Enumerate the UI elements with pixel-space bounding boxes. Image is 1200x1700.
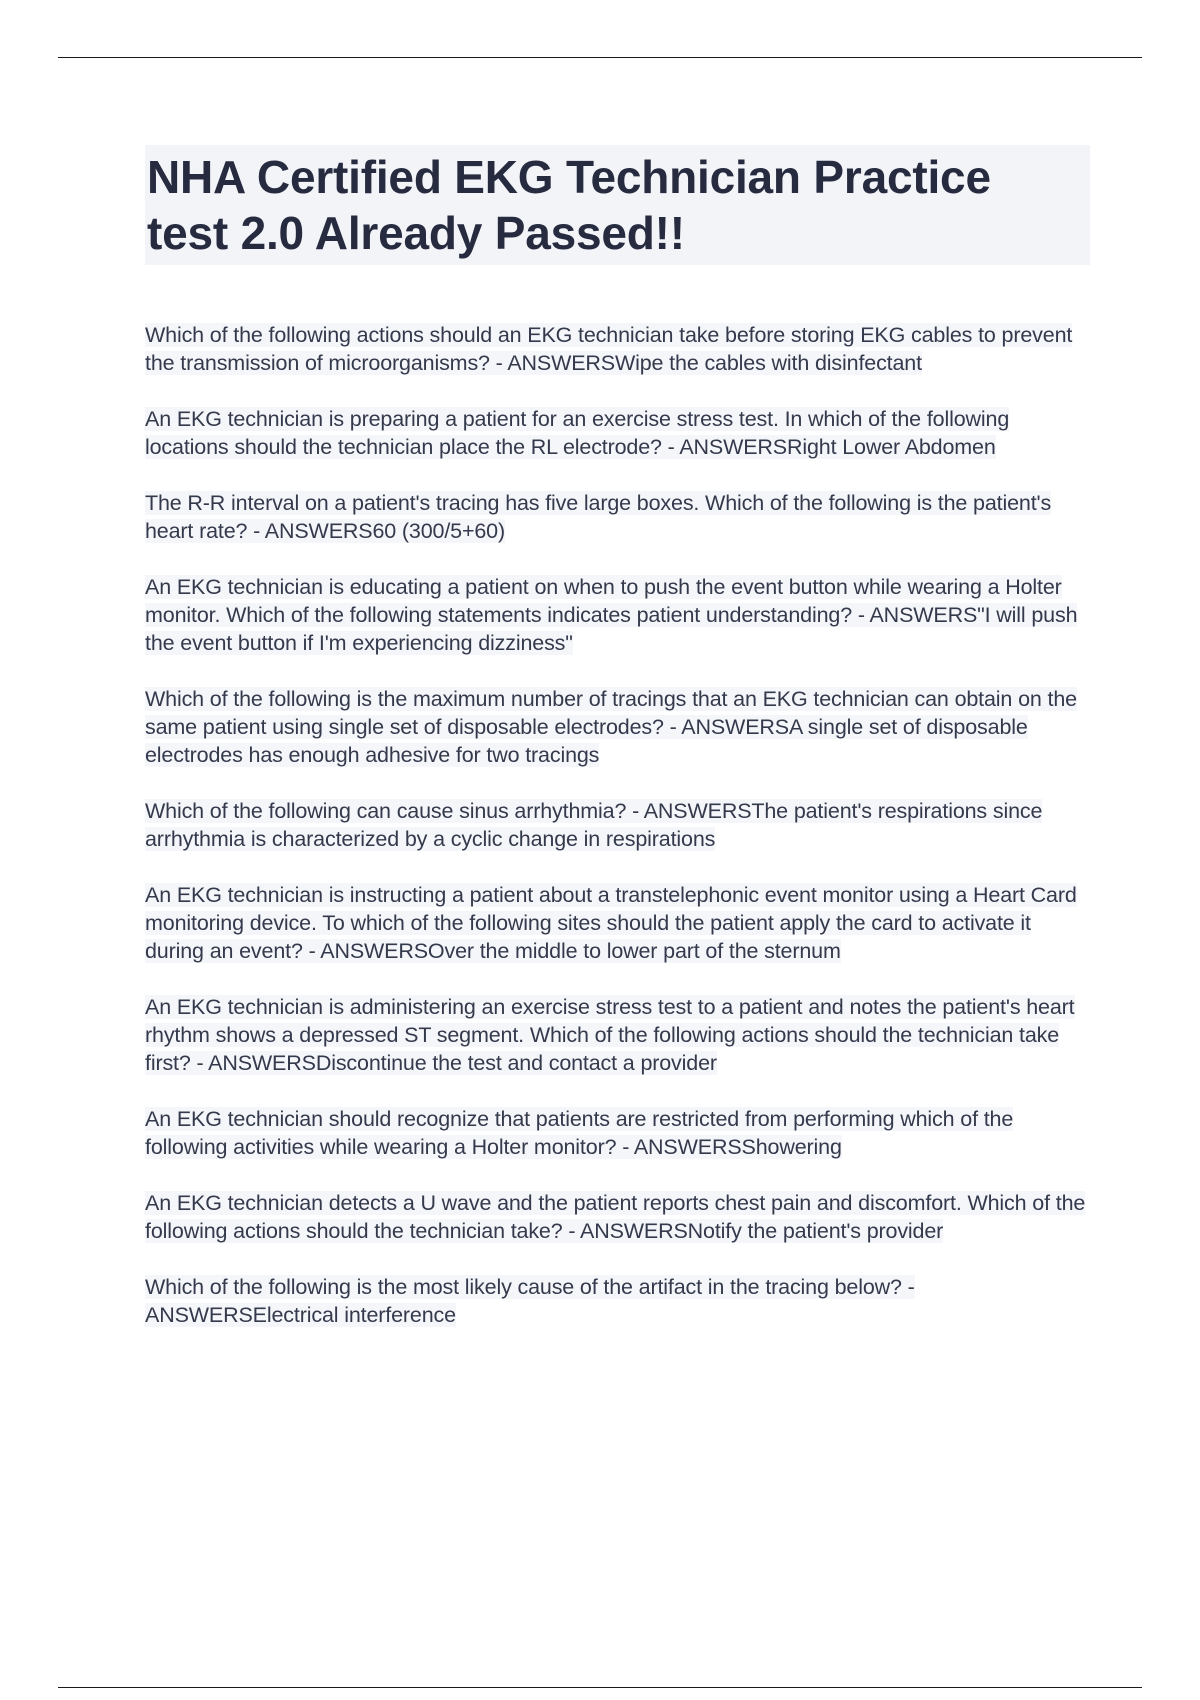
qa-item: An EKG technician detects a U wave and the patient reports chest pain and discomfort. Which of the following actions should the technician take? - ANSWERSNotify the patient's provider [145, 1191, 1086, 1243]
qa-item: Which of the following actions should an EKG technician take before storing EKG cables to prevent the transmission of microorganisms? - ANSWERSWipe the cables with disinfectant [145, 323, 1073, 375]
qa-item: An EKG technician is administering an exercise stress test to a patient and notes the patient's heart rhythm shows a depressed ST segment. Which of the following actions should the technician take first? - ANSWERSDiscontinue the test and contact a provider [145, 995, 1075, 1075]
document-body [145, 145, 1090, 1357]
qa-item: An EKG technician should recognize that patients are restricted from performing which of the following activities while wearing a Holter monitor? - ANSWERSShowering [145, 1107, 1014, 1159]
qa-item: Which of the following can cause sinus arrhythmia? - ANSWERSThe patient's respirations since arrhythmia is characterized by a cyclic change in respirations [145, 799, 1043, 851]
bottom-divider [58, 1687, 1142, 1688]
qa-item: Which of the following is the maximum number of tracings that an EKG technician can obtain on the same patient using single set of disposable electrodes? - ANSWERSA single set of disposable electrodes has enough adhesive for two tracings [145, 687, 1077, 767]
qa-item: Which of the following is the most likely cause of the artifact in the tracing below? - ANSWERSElectrical interference [145, 1275, 915, 1327]
qa-item: An EKG technician is preparing a patient for an exercise stress test. In which of the following locations should the technician place the RL electrode? - ANSWERSRight Lower Abdomen [145, 407, 1010, 459]
qa-item: An EKG technician is educating a patient on when to push the event button while wearing a Holter monitor. Which of the following statements indicates patient understanding? - ANSWERS"I will push the event button if I'm experiencing dizziness" [145, 575, 1078, 655]
top-divider [58, 57, 1142, 58]
qa-item: The R-R interval on a patient's tracing has five large boxes. Which of the following is the patient's heart rate? - ANSWERS60 (300/5+60) [145, 491, 1052, 543]
title-block [145, 145, 1090, 265]
document-title: NHA Certified EKG Technician Practice test 2.0 Already Passed!! [147, 151, 991, 259]
qa-item: An EKG technician is instructing a patient about a transtelephonic event monitor using a Heart Card monitoring device. To which of the following sites should the patient apply the card to activate it during an event? - ANSWERSOver the middle to lower part of the sternum [145, 883, 1077, 963]
